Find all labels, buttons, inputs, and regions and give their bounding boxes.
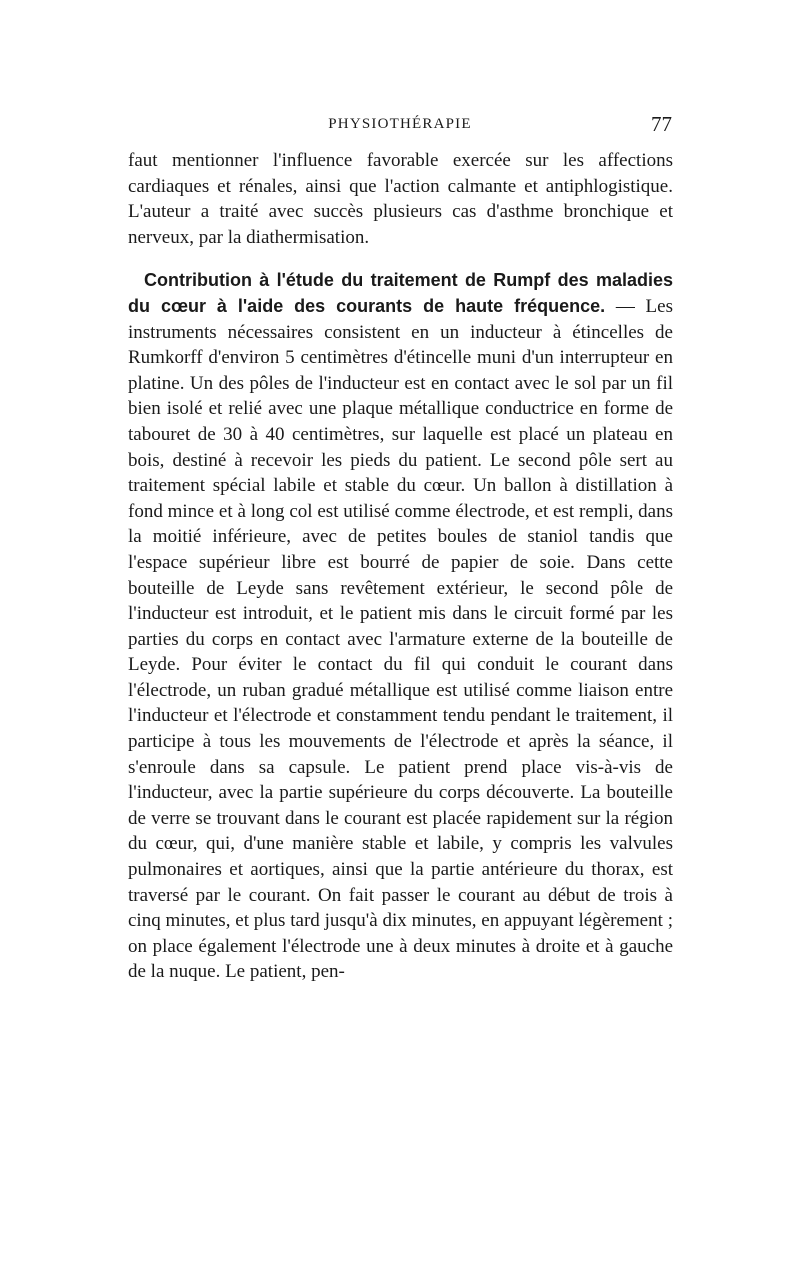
body-text	[128, 148, 673, 985]
intro-paragraph: faut mentionner l'influence favorable exercée sur les affections cardiaques et rénales, ainsi que l'action calmante et antiphlogistique. L'auteur a traité avec succès plusieurs cas d'asthme bronchique et nerveux, par la diathermisation.	[128, 150, 673, 248]
page-number: 77	[651, 112, 672, 136]
section-heading: Contribution à l'étude du traitement de Rumpf des maladies du cœur à l'aide des courants de haute fréquence.	[128, 270, 673, 316]
section-paragraph	[128, 268, 673, 985]
page-header	[128, 112, 672, 142]
section-body: — Les instruments nécessaires consistent en un inducteur à étincelles de Rumkorff d'environ 5 centimètres d'étincelle muni d'un interrupteur en platine. Un des pôles de l'inducteur est en contact avec le sol par un fil bien isolé et relié avec une plaque métallique conductrice en forme de tabouret de 30 à 40 centimètres, sur laquelle est placé un plateau en bois, destiné à recevoir les pieds du patient. Le second pôle sert au traitement spécial labile et stable du cœur. Un ballon à distillation à fond mince et à long col est utilisé comme électrode, et est rempli, dans la moitié inférieure, avec de petites boules de staniol tandis que l'espace supérieur libre est bourré de papier de soie. Dans cette bouteille de Leyde sans revêtement extérieur, le second pôle de l'inducteur est introduit, et le patient mis dans le circuit formé par les parties du corps en contact avec l'armature externe de la bouteille de Leyde. Pour éviter le contact du fil qui conduit le courant dans l'électrode, un ruban gradué métallique est utilisé comme liaison entre l'inducteur et l'électrode et constamment tendu pendant le traitement, il participe à tous les mouvements de l'électrode et après la séance, il s'enroule dans sa capsule. Le patient prend place vis-à-vis de l'inducteur, avec la partie supérieure du corps découverte. La bouteille de verre se trouvant dans le courant est placée rapidement sur la région du cœur, qui, d'une manière stable et labile, y compris les valvules pulmonaires et aortiques, ainsi que la partie antérieure du thorax, est traversé par le courant. On fait passer le courant au début de trois à cinq minutes, et plus tard jusqu'à dix minutes, en appuyant légèrement ; on place également l'électrode une à deux minutes à droite et à gauche de la nuque. Le patient, pen-	[128, 295, 673, 983]
running-title: PHYSIOTHÉRAPIE	[328, 116, 472, 132]
